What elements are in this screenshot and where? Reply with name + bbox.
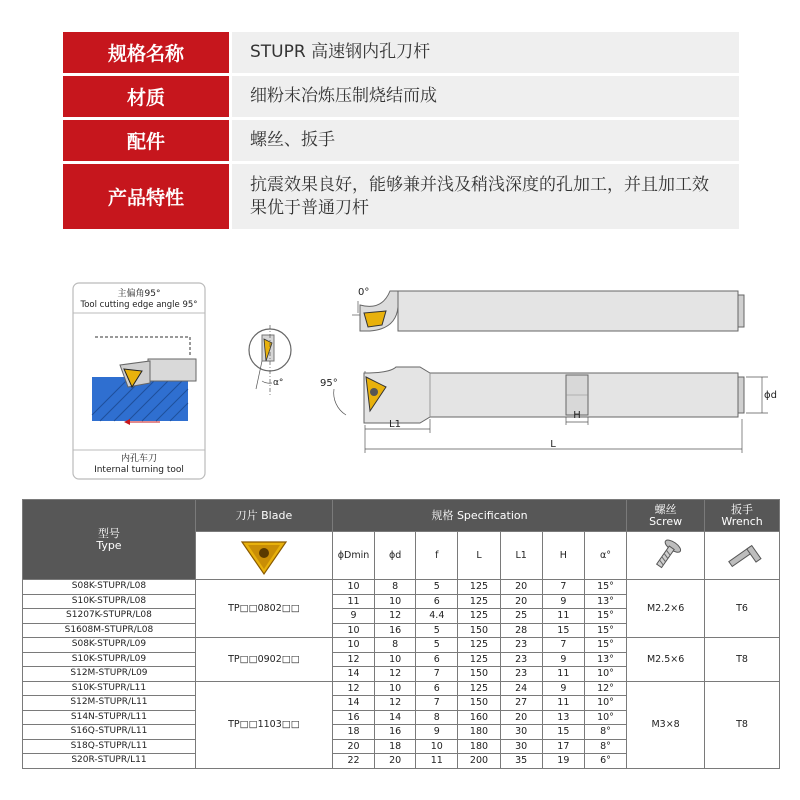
spec-table-body xyxy=(23,580,780,769)
l-cell: 125 xyxy=(458,652,500,667)
model-cell: S10K-STUPR/L09 xyxy=(23,652,196,667)
spec-table xyxy=(22,499,780,769)
model-cell: S12M-STUPR/L09 xyxy=(23,667,196,682)
l1-cell: 23 xyxy=(500,652,542,667)
alpha-cell: 13° xyxy=(584,594,626,609)
col-alpha: α° xyxy=(584,532,626,580)
model-cell: S08K-STUPR/L08 xyxy=(23,580,196,595)
model-cell: S12M-STUPR/L11 xyxy=(23,696,196,711)
f-cell: 4.4 xyxy=(416,609,458,624)
d-cell: 16 xyxy=(375,725,416,740)
model-cell: S18Q-STUPR/L11 xyxy=(23,739,196,754)
d-cell: 10 xyxy=(375,652,416,667)
dmin-cell: 22 xyxy=(332,754,374,769)
h-cell: 11 xyxy=(542,667,584,682)
l-cell: 125 xyxy=(458,638,500,653)
dmin-cell: 18 xyxy=(332,725,374,740)
screw-cell: M3×8 xyxy=(627,681,705,768)
alpha-label: α° xyxy=(273,378,284,388)
type-header xyxy=(23,500,196,580)
h-cell: 19 xyxy=(542,754,584,769)
dmin-cell: 12 xyxy=(332,652,374,667)
dmin-cell: 10 xyxy=(332,638,374,653)
info-key: 规格名称 xyxy=(63,32,229,73)
l1-cell: 24 xyxy=(500,681,542,696)
info-value: 抗震效果良好，能够兼并浅及稍浅深度的孔加工，并且加工效果优于普通刀杆 xyxy=(232,164,739,229)
screw-icon xyxy=(646,538,686,574)
model-cell: S16Q-STUPR/L11 xyxy=(23,725,196,740)
wrench-icon xyxy=(722,538,762,574)
h-cell: 9 xyxy=(542,652,584,667)
info-row-name xyxy=(63,32,739,73)
info-value: 螺丝、扳手 xyxy=(232,120,739,161)
f-cell: 7 xyxy=(416,696,458,711)
wrench-header xyxy=(705,500,780,532)
type-header-en: Type xyxy=(96,538,122,552)
h-cell: 13 xyxy=(542,710,584,725)
model-cell: S08K-STUPR/L09 xyxy=(23,638,196,653)
info-key: 配件 xyxy=(63,120,229,161)
table-row xyxy=(23,681,780,696)
info-row-features xyxy=(63,164,739,229)
l-label: L xyxy=(550,439,556,450)
f-cell: 6 xyxy=(416,594,458,609)
h-cell: 15 xyxy=(542,725,584,740)
l1-cell: 25 xyxy=(500,609,542,624)
l1-label: L1 xyxy=(389,419,401,430)
dmin-cell: 16 xyxy=(332,710,374,725)
model-cell: S10K-STUPR/L08 xyxy=(23,594,196,609)
wrench-header-cn: 扳手 xyxy=(731,502,754,516)
alpha-cell: 15° xyxy=(584,580,626,595)
f-cell: 5 xyxy=(416,638,458,653)
alpha-cell: 10° xyxy=(584,696,626,711)
d-cell: 14 xyxy=(375,710,416,725)
col-h: H xyxy=(542,532,584,580)
l-cell: 125 xyxy=(458,594,500,609)
blade-header: 刀片 Blade xyxy=(195,500,332,532)
l-cell: 160 xyxy=(458,710,500,725)
type-header-cn: 型号 xyxy=(97,526,120,540)
angle-label-cn: 主偏角95° xyxy=(117,289,161,299)
dmin-cell: 14 xyxy=(332,667,374,682)
l1-cell: 20 xyxy=(500,710,542,725)
dmin-cell: 20 xyxy=(332,739,374,754)
screw-header-cn: 螺丝 xyxy=(654,502,677,516)
d-cell: 16 xyxy=(375,623,416,638)
model-cell: S14N-STUPR/L11 xyxy=(23,710,196,725)
h-cell: 9 xyxy=(542,681,584,696)
f-cell: 6 xyxy=(416,681,458,696)
table-row xyxy=(23,580,780,595)
info-value: STUPR 高速钢内孔刀杆 xyxy=(232,32,739,73)
col-f: f xyxy=(416,532,458,580)
l1-cell: 20 xyxy=(500,580,542,595)
l1-cell: 28 xyxy=(500,623,542,638)
h-cell: 15 xyxy=(542,623,584,638)
info-key: 材质 xyxy=(63,76,229,117)
l-cell: 180 xyxy=(458,739,500,754)
screw-header-en: Screw xyxy=(649,514,683,528)
info-row-accessories xyxy=(63,120,739,161)
h-cell: 7 xyxy=(542,638,584,653)
d-cell: 8 xyxy=(375,638,416,653)
side-bar-shank xyxy=(364,367,738,423)
screw-cell: M2.2×6 xyxy=(627,580,705,638)
dmin-cell: 11 xyxy=(332,594,374,609)
d-cell: 12 xyxy=(375,667,416,682)
l1-cell: 23 xyxy=(500,638,542,653)
d-cell: 20 xyxy=(375,754,416,769)
f-cell: 10 xyxy=(416,739,458,754)
alpha-cell: 6° xyxy=(584,754,626,769)
model-cell: S1207K-STUPR/L08 xyxy=(23,609,196,624)
f-cell: 7 xyxy=(416,667,458,682)
triangle-insert-icon xyxy=(238,536,290,576)
l-cell: 150 xyxy=(458,623,500,638)
h-cell: 11 xyxy=(542,609,584,624)
wrench-header-en: Wrench xyxy=(721,514,763,528)
screw-cell: M2.5×6 xyxy=(627,638,705,682)
blade-cell: TP□□0902□□ xyxy=(195,638,332,682)
dmin-cell: 12 xyxy=(332,681,374,696)
tool-drawing xyxy=(0,265,800,495)
d-cell: 8 xyxy=(375,580,416,595)
alpha-cell: 10° xyxy=(584,667,626,682)
h-cell: 11 xyxy=(542,696,584,711)
alpha-cell: 8° xyxy=(584,739,626,754)
d-cell: 12 xyxy=(375,609,416,624)
info-row-material xyxy=(63,76,739,117)
blade-cell: TP□□0802□□ xyxy=(195,580,332,638)
dmin-cell: 14 xyxy=(332,696,374,711)
model-cell: S1608M-STUPR/L08 xyxy=(23,623,196,638)
model-cell: S10K-STUPR/L11 xyxy=(23,681,196,696)
col-l1: L1 xyxy=(500,532,542,580)
h-label: H xyxy=(573,410,581,421)
angle-label-en: Tool cutting edge angle 95° xyxy=(80,300,198,310)
alpha-cell: 10° xyxy=(584,710,626,725)
l1-cell: 30 xyxy=(500,725,542,740)
alpha-cell: 13° xyxy=(584,652,626,667)
alpha-cell: 12° xyxy=(584,681,626,696)
alpha-cell: 15° xyxy=(584,623,626,638)
technical-diagram xyxy=(0,265,800,495)
spec-header: 规格 Specification xyxy=(332,500,626,532)
f-cell: 8 xyxy=(416,710,458,725)
h-cell: 7 xyxy=(542,580,584,595)
top-bar-shank xyxy=(398,291,738,331)
dmin-cell: 10 xyxy=(332,580,374,595)
l1-cell: 23 xyxy=(500,667,542,682)
d-cell: 18 xyxy=(375,739,416,754)
f-cell: 11 xyxy=(416,754,458,769)
product-info-table xyxy=(63,32,739,232)
col-dmin: ϕDmin xyxy=(332,532,374,580)
l1-cell: 30 xyxy=(500,739,542,754)
l1-cell: 20 xyxy=(500,594,542,609)
alpha-cell: 15° xyxy=(584,638,626,653)
l-cell: 125 xyxy=(458,609,500,624)
col-l: L xyxy=(458,532,500,580)
info-value: 细粉末冶炼压制烧结而成 xyxy=(232,76,739,117)
f-cell: 5 xyxy=(416,580,458,595)
alpha-cell: 15° xyxy=(584,609,626,624)
l-cell: 200 xyxy=(458,754,500,769)
wrench-cell: T6 xyxy=(705,580,780,638)
alpha-cell: 8° xyxy=(584,725,626,740)
f-cell: 6 xyxy=(416,652,458,667)
l-cell: 125 xyxy=(458,681,500,696)
zero-angle-label: 0° xyxy=(358,287,370,298)
info-key: 产品特性 xyxy=(63,164,229,229)
col-d: ϕd xyxy=(375,532,416,580)
l-cell: 150 xyxy=(458,696,500,711)
phi-d-label: ϕd xyxy=(764,390,777,401)
d-cell: 12 xyxy=(375,696,416,711)
f-cell: 5 xyxy=(416,623,458,638)
l-cell: 180 xyxy=(458,725,500,740)
l-cell: 125 xyxy=(458,580,500,595)
wrench-cell: T8 xyxy=(705,638,780,682)
blade-cell: TP□□1103□□ xyxy=(195,681,332,768)
caption-cn: 内孔车刀 xyxy=(120,454,158,464)
d-cell: 10 xyxy=(375,594,416,609)
f-cell: 9 xyxy=(416,725,458,740)
l1-cell: 27 xyxy=(500,696,542,711)
caption-en: Internal turning tool xyxy=(94,465,184,475)
h-cell: 17 xyxy=(542,739,584,754)
l-cell: 150 xyxy=(458,667,500,682)
screw-header xyxy=(627,500,705,532)
blade-icon-cell xyxy=(195,532,332,580)
h-cell: 9 xyxy=(542,594,584,609)
dmin-cell: 10 xyxy=(332,623,374,638)
side-angle-label: 95° xyxy=(320,378,338,389)
wrench-icon-cell xyxy=(705,532,780,580)
wrench-cell: T8 xyxy=(705,681,780,768)
dmin-cell: 9 xyxy=(332,609,374,624)
l1-cell: 35 xyxy=(500,754,542,769)
screw-icon-cell xyxy=(627,532,705,580)
model-cell: S20R-STUPR/L11 xyxy=(23,754,196,769)
d-cell: 10 xyxy=(375,681,416,696)
table-row xyxy=(23,638,780,653)
